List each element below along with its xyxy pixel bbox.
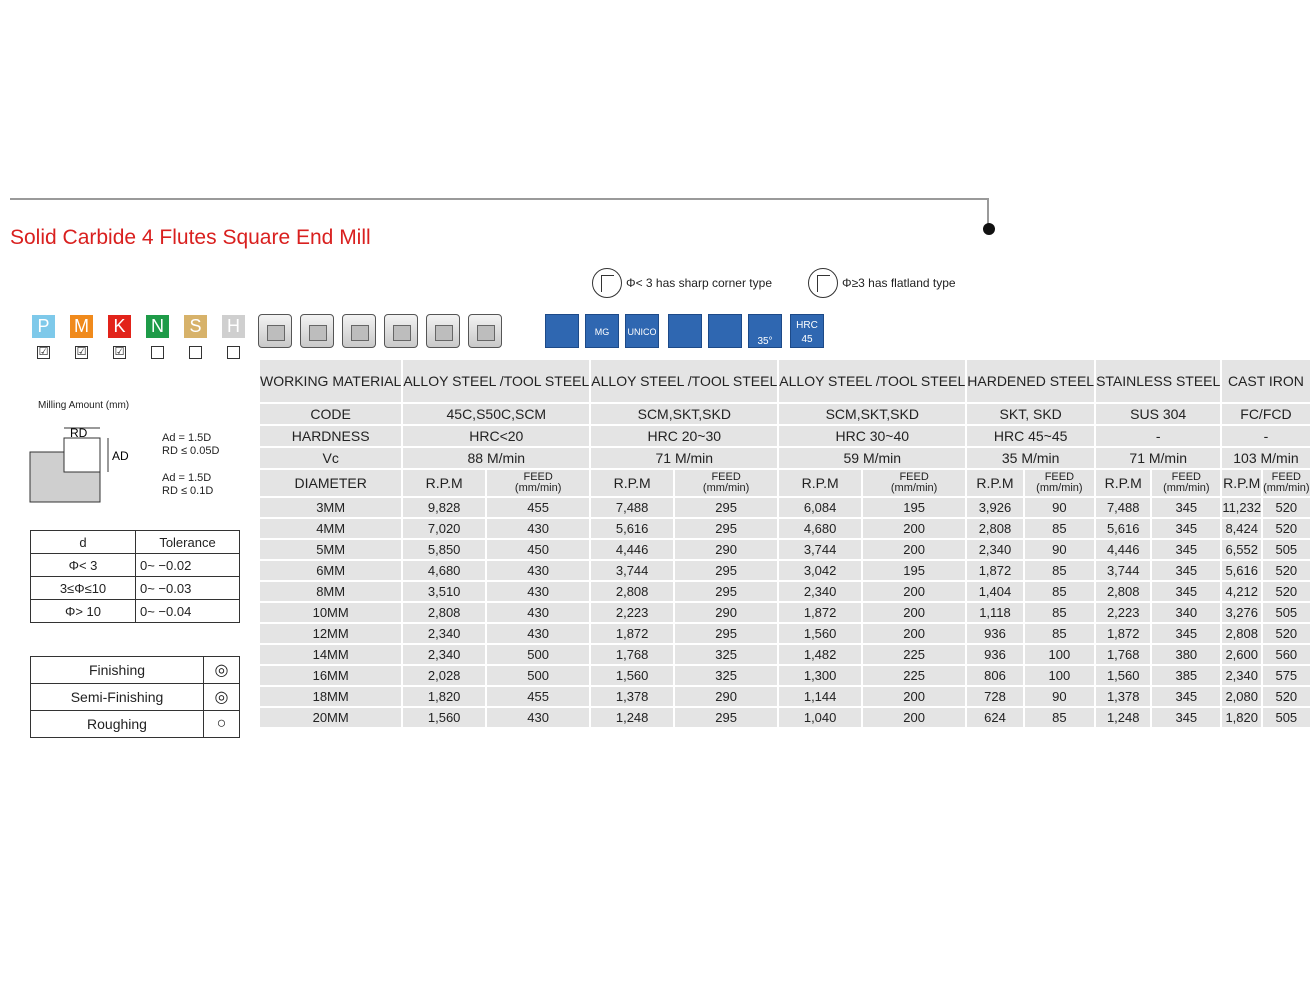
value-cell: 225 xyxy=(863,645,965,664)
header-material: ALLOY STEEL /TOOL STEEL xyxy=(779,360,965,402)
value-cell: 728 xyxy=(967,687,1022,706)
value-cell: 500 xyxy=(487,645,589,664)
sharp-corner-icon xyxy=(592,268,622,298)
diameter-cell: 4MM xyxy=(260,519,401,538)
flatland-corner-icon xyxy=(808,268,838,298)
value-cell: 1,560 xyxy=(779,624,861,643)
value-cell: 430 xyxy=(487,708,589,727)
value-cell: 430 xyxy=(487,603,589,622)
header-feed: FEED (mm/min) xyxy=(1152,470,1220,496)
value-cell: 345 xyxy=(1152,708,1220,727)
flute-shape-icon xyxy=(708,314,742,348)
finishing-row: Finishing ◎ xyxy=(31,657,240,684)
material-k-checkbox: ☑ xyxy=(114,346,125,358)
tolerance-header-row xyxy=(31,531,240,554)
diameter-cell: 8MM xyxy=(260,582,401,601)
tolerance-table xyxy=(30,530,240,623)
value-cell: 4,446 xyxy=(1096,540,1150,559)
table-row xyxy=(260,519,1310,538)
material-n-badge: N xyxy=(146,315,169,338)
value-cell: 7,488 xyxy=(1096,498,1150,517)
table-row xyxy=(260,645,1310,664)
value-cell: 90 xyxy=(1025,540,1094,559)
table-row xyxy=(260,582,1310,601)
material-m-badge: M xyxy=(70,315,93,338)
value-cell: 5,616 xyxy=(1222,561,1261,580)
page-title: Solid Carbide 4 Flutes Square End Mill xyxy=(10,226,371,249)
value-cell: 520 xyxy=(1263,561,1309,580)
header-feed: FEED (mm/min) xyxy=(675,470,777,496)
value-cell: 2,340 xyxy=(403,645,485,664)
value-cell: 325 xyxy=(675,645,777,664)
value-cell: 200 xyxy=(863,687,965,706)
value-cell: 430 xyxy=(487,519,589,538)
finishing-row: Roughing ○ xyxy=(31,711,240,738)
slot-milling-icon xyxy=(300,314,334,348)
value-cell: 345 xyxy=(1152,561,1220,580)
diameter-cell: 5MM xyxy=(260,540,401,559)
value-cell: 6,084 xyxy=(779,498,861,517)
value-cell: 2,340 xyxy=(403,624,485,643)
value-cell: 3,744 xyxy=(779,540,861,559)
unico-coating-icon: UNICO xyxy=(625,314,659,348)
value-cell: 1,248 xyxy=(591,708,673,727)
value-cell: 624 xyxy=(967,708,1022,727)
value-cell: 1,560 xyxy=(403,708,485,727)
value-cell: 2,808 xyxy=(403,603,485,622)
value-cell: 3,926 xyxy=(967,498,1022,517)
header-rpm: R.P.M xyxy=(967,470,1022,496)
value-cell: 85 xyxy=(1025,519,1094,538)
value-cell: 195 xyxy=(863,498,965,517)
pocket-milling-icon xyxy=(342,314,376,348)
header-material: HARDENED STEEL xyxy=(967,360,1094,402)
value-cell: 1,300 xyxy=(779,666,861,685)
header-rpm: R.P.M xyxy=(403,470,485,496)
diameter-cell: 20MM xyxy=(260,708,401,727)
value-cell: 2,340 xyxy=(1222,666,1261,685)
value-cell: 1,768 xyxy=(1096,645,1150,664)
value-cell: 505 xyxy=(1263,708,1309,727)
value-cell: 2,028 xyxy=(403,666,485,685)
value-cell: 295 xyxy=(675,498,777,517)
value-cell: 85 xyxy=(1025,708,1094,727)
value-cell: 500 xyxy=(487,666,589,685)
value-cell: 3,510 xyxy=(403,582,485,601)
value-cell: 100 xyxy=(1025,645,1094,664)
tolerance-header-d: d xyxy=(31,531,136,554)
value-cell: 575 xyxy=(1263,666,1309,685)
milling-spec-roughing xyxy=(162,472,213,498)
value-cell: 2,223 xyxy=(591,603,673,622)
value-cell: 2,808 xyxy=(591,582,673,601)
value-cell: 1,118 xyxy=(967,603,1022,622)
value-cell: 936 xyxy=(967,645,1022,664)
value-cell: 2,600 xyxy=(1222,645,1261,664)
table-row xyxy=(260,687,1310,706)
value-cell: 4,680 xyxy=(779,519,861,538)
table-row xyxy=(260,540,1310,559)
table-row xyxy=(260,603,1310,622)
header-material: CAST IRON xyxy=(1222,360,1309,402)
value-cell: 85 xyxy=(1025,561,1094,580)
value-cell: 200 xyxy=(863,708,965,727)
code-row: CODE 45C,S50C,SCM SCM,SKT,SKD SCM,SKT,SKD SKT, SKD SUS 304 FC/FCD xyxy=(260,404,1310,424)
value-cell: 430 xyxy=(487,582,589,601)
material-s-checkbox xyxy=(189,346,202,359)
value-cell: 5,850 xyxy=(403,540,485,559)
finishing-table xyxy=(30,656,240,738)
material-p-badge: P xyxy=(32,315,55,338)
value-cell: 200 xyxy=(863,603,965,622)
value-cell: 520 xyxy=(1263,519,1309,538)
value-cell: 1,872 xyxy=(779,603,861,622)
header-feed: FEED (mm/min) xyxy=(1263,471,1310,494)
table-row xyxy=(260,708,1310,727)
header-working-material: WORKING MATERIAL xyxy=(260,360,401,402)
header-material: STAINLESS STEEL xyxy=(1096,360,1220,402)
note-flatland xyxy=(808,268,956,298)
material-p-checkbox: ☑ xyxy=(38,346,49,358)
value-cell: 1,144 xyxy=(779,687,861,706)
value-cell: 4,446 xyxy=(591,540,673,559)
value-cell: 1,560 xyxy=(591,666,673,685)
header-rule-drop xyxy=(987,198,989,226)
table-row xyxy=(260,498,1310,517)
mg-grade-icon: MG xyxy=(585,314,619,348)
value-cell: 1,040 xyxy=(779,708,861,727)
value-cell: 560 xyxy=(1263,645,1309,664)
diameter-cell: 18MM xyxy=(260,687,401,706)
table-row xyxy=(260,561,1310,580)
value-cell: 7,488 xyxy=(591,498,673,517)
value-cell: 430 xyxy=(487,624,589,643)
value-cell: 295 xyxy=(675,582,777,601)
diameter-header-row xyxy=(260,470,1310,496)
value-cell: 290 xyxy=(675,603,777,622)
face-milling-icon xyxy=(384,314,418,348)
value-cell: 5,616 xyxy=(1096,519,1150,538)
note-sharp-corner xyxy=(592,268,772,298)
value-cell: 380 xyxy=(1152,645,1220,664)
header-rule xyxy=(10,198,988,200)
header-rpm: R.P.M xyxy=(1096,470,1150,496)
value-cell: 85 xyxy=(1025,582,1094,601)
value-cell: 505 xyxy=(1263,603,1309,622)
material-s-badge: S xyxy=(184,315,207,338)
value-cell: 8,424 xyxy=(1222,519,1261,538)
value-cell: 90 xyxy=(1025,687,1094,706)
value-cell: 430 xyxy=(487,561,589,580)
value-cell: 3,042 xyxy=(779,561,861,580)
diameter-cell: 6MM xyxy=(260,561,401,580)
value-cell: 1,482 xyxy=(779,645,861,664)
note-flatland-text: Φ≥3 has flatland type xyxy=(842,276,956,290)
value-cell: 806 xyxy=(967,666,1022,685)
value-cell: 290 xyxy=(675,540,777,559)
milling-spec-finishing xyxy=(162,432,219,458)
value-cell: 200 xyxy=(863,624,965,643)
tolerance-row: Φ> 10 0~ −0.04 xyxy=(31,600,240,623)
spec-ad: Ad = 1.5D xyxy=(162,432,212,444)
material-header-row xyxy=(260,360,1310,402)
header-rpm: R.P.M xyxy=(1222,470,1261,496)
corner-type-icon xyxy=(668,314,702,348)
value-cell: 90 xyxy=(1025,498,1094,517)
header-feed: FEED (mm/min) xyxy=(1025,470,1094,496)
value-cell: 225 xyxy=(863,666,965,685)
value-cell: 2,340 xyxy=(779,582,861,601)
value-cell: 200 xyxy=(863,519,965,538)
header-material: ALLOY STEEL /TOOL STEEL xyxy=(591,360,777,402)
material-h-checkbox xyxy=(227,346,240,359)
header-rpm: R.P.M xyxy=(591,470,673,496)
value-cell: 1,872 xyxy=(1096,624,1150,643)
header-dot xyxy=(983,223,995,235)
value-cell: 1,404 xyxy=(967,582,1022,601)
double-circle-icon: ◎ xyxy=(204,684,240,711)
material-n-checkbox xyxy=(151,346,164,359)
diameter-cell: 14MM xyxy=(260,645,401,664)
spec-ad: Ad = 1.5D xyxy=(162,472,212,484)
value-cell: 2,808 xyxy=(1222,624,1261,643)
value-cell: 85 xyxy=(1025,603,1094,622)
value-cell: 1,378 xyxy=(1096,687,1150,706)
value-cell: 5,616 xyxy=(591,519,673,538)
value-cell: 200 xyxy=(863,582,965,601)
spec-rd: RD ≤ 0.1D xyxy=(162,485,214,497)
value-cell: 2,340 xyxy=(967,540,1022,559)
value-cell: 2,808 xyxy=(1096,582,1150,601)
value-cell: 520 xyxy=(1263,624,1309,643)
note-sharp-corner-text: Φ< 3 has sharp corner type xyxy=(626,276,772,290)
tolerance-row: 3≤Φ≤10 0~ −0.03 xyxy=(31,577,240,600)
tolerance-row: Φ< 3 0~ −0.02 xyxy=(31,554,240,577)
value-cell: 520 xyxy=(1263,687,1309,706)
header-material: ALLOY STEEL /TOOL STEEL xyxy=(403,360,589,402)
value-cell: 455 xyxy=(487,687,589,706)
value-cell: 7,020 xyxy=(403,519,485,538)
header-feed: FEED (mm/min) xyxy=(487,470,589,496)
value-cell: 340 xyxy=(1152,603,1220,622)
value-cell: 936 xyxy=(967,624,1022,643)
helix-angle-icon: 35° xyxy=(748,314,782,348)
value-cell: 450 xyxy=(487,540,589,559)
diameter-cell: 16MM xyxy=(260,666,401,685)
value-cell: 4,680 xyxy=(403,561,485,580)
diameter-cell: 10MM xyxy=(260,603,401,622)
value-cell: 520 xyxy=(1263,498,1309,517)
material-k-badge: K xyxy=(108,315,131,338)
table-row xyxy=(260,666,1310,685)
value-cell: 345 xyxy=(1152,519,1220,538)
hrc-rating-icon: HRC 45 xyxy=(790,314,824,348)
value-cell: 295 xyxy=(675,624,777,643)
value-cell: 345 xyxy=(1152,498,1220,517)
diameter-cell: 3MM xyxy=(260,498,401,517)
header-feed: FEED (mm/min) xyxy=(863,470,965,496)
value-cell: 3,276 xyxy=(1222,603,1261,622)
value-cell: 345 xyxy=(1152,540,1220,559)
value-cell: 200 xyxy=(863,540,965,559)
value-cell: 345 xyxy=(1152,624,1220,643)
value-cell: 100 xyxy=(1025,666,1094,685)
value-cell: 1,378 xyxy=(591,687,673,706)
value-cell: 1,820 xyxy=(403,687,485,706)
value-cell: 1,872 xyxy=(591,624,673,643)
value-cell: 290 xyxy=(675,687,777,706)
header-rpm: R.P.M xyxy=(779,470,861,496)
value-cell: 520 xyxy=(1263,582,1309,601)
value-cell: 1,872 xyxy=(967,561,1022,580)
value-cell: 345 xyxy=(1152,582,1220,601)
value-cell: 2,080 xyxy=(1222,687,1261,706)
value-cell: 3,744 xyxy=(591,561,673,580)
value-cell: 6,552 xyxy=(1222,540,1261,559)
table-row xyxy=(260,624,1310,643)
value-cell: 455 xyxy=(487,498,589,517)
value-cell: 3,744 xyxy=(1096,561,1150,580)
value-cell: 2,223 xyxy=(1096,603,1150,622)
material-h-badge: H xyxy=(222,315,245,338)
value-cell: 295 xyxy=(675,708,777,727)
value-cell: 11,232 xyxy=(1222,500,1262,515)
value-cell: 195 xyxy=(863,561,965,580)
value-cell: 2,808 xyxy=(967,519,1022,538)
value-cell: 505 xyxy=(1263,540,1309,559)
value-cell: 1,560 xyxy=(1096,666,1150,685)
value-cell: 295 xyxy=(675,519,777,538)
rd-label: RD xyxy=(70,426,88,440)
header-diameter: DIAMETER xyxy=(260,470,401,496)
ad-label: AD xyxy=(112,449,129,463)
profile-milling-icon xyxy=(426,314,460,348)
value-cell: 1,768 xyxy=(591,645,673,664)
value-cell: 85 xyxy=(1025,624,1094,643)
material-m-checkbox: ☑ xyxy=(76,346,87,358)
value-cell: 385 xyxy=(1152,666,1220,685)
tool-crosssection-icon xyxy=(545,314,579,348)
value-cell: 325 xyxy=(675,666,777,685)
value-cell: 345 xyxy=(1152,687,1220,706)
value-cell: 4,212 xyxy=(1222,582,1261,601)
milling-amount-label: Milling Amount (mm) xyxy=(38,400,130,411)
plunge-milling-icon xyxy=(468,314,502,348)
double-circle-icon: ◎ xyxy=(204,657,240,684)
value-cell: 9,828 xyxy=(403,498,485,517)
finishing-row: Semi-Finishing ◎ xyxy=(31,684,240,711)
milling-amount-diagram xyxy=(28,418,138,508)
value-cell: 1,248 xyxy=(1096,708,1150,727)
tolerance-header-value: Tolerance xyxy=(136,531,240,554)
value-cell: 1,820 xyxy=(1222,708,1261,727)
vc-row: Vc 88 M/min 71 M/min 59 M/min 35 M/min 71 M/min 103 M/min xyxy=(260,448,1310,468)
circle-icon: ○ xyxy=(204,711,240,738)
cutting-data-table xyxy=(258,358,1312,729)
side-milling-icon xyxy=(258,314,292,348)
value-cell: 295 xyxy=(675,561,777,580)
spec-rd: RD ≤ 0.05D xyxy=(162,445,220,457)
hardness-row: HARDNESS HRC<20 HRC 20~30 HRC 30~40 HRC 45~45 - - xyxy=(260,426,1310,446)
diameter-cell: 12MM xyxy=(260,624,401,643)
